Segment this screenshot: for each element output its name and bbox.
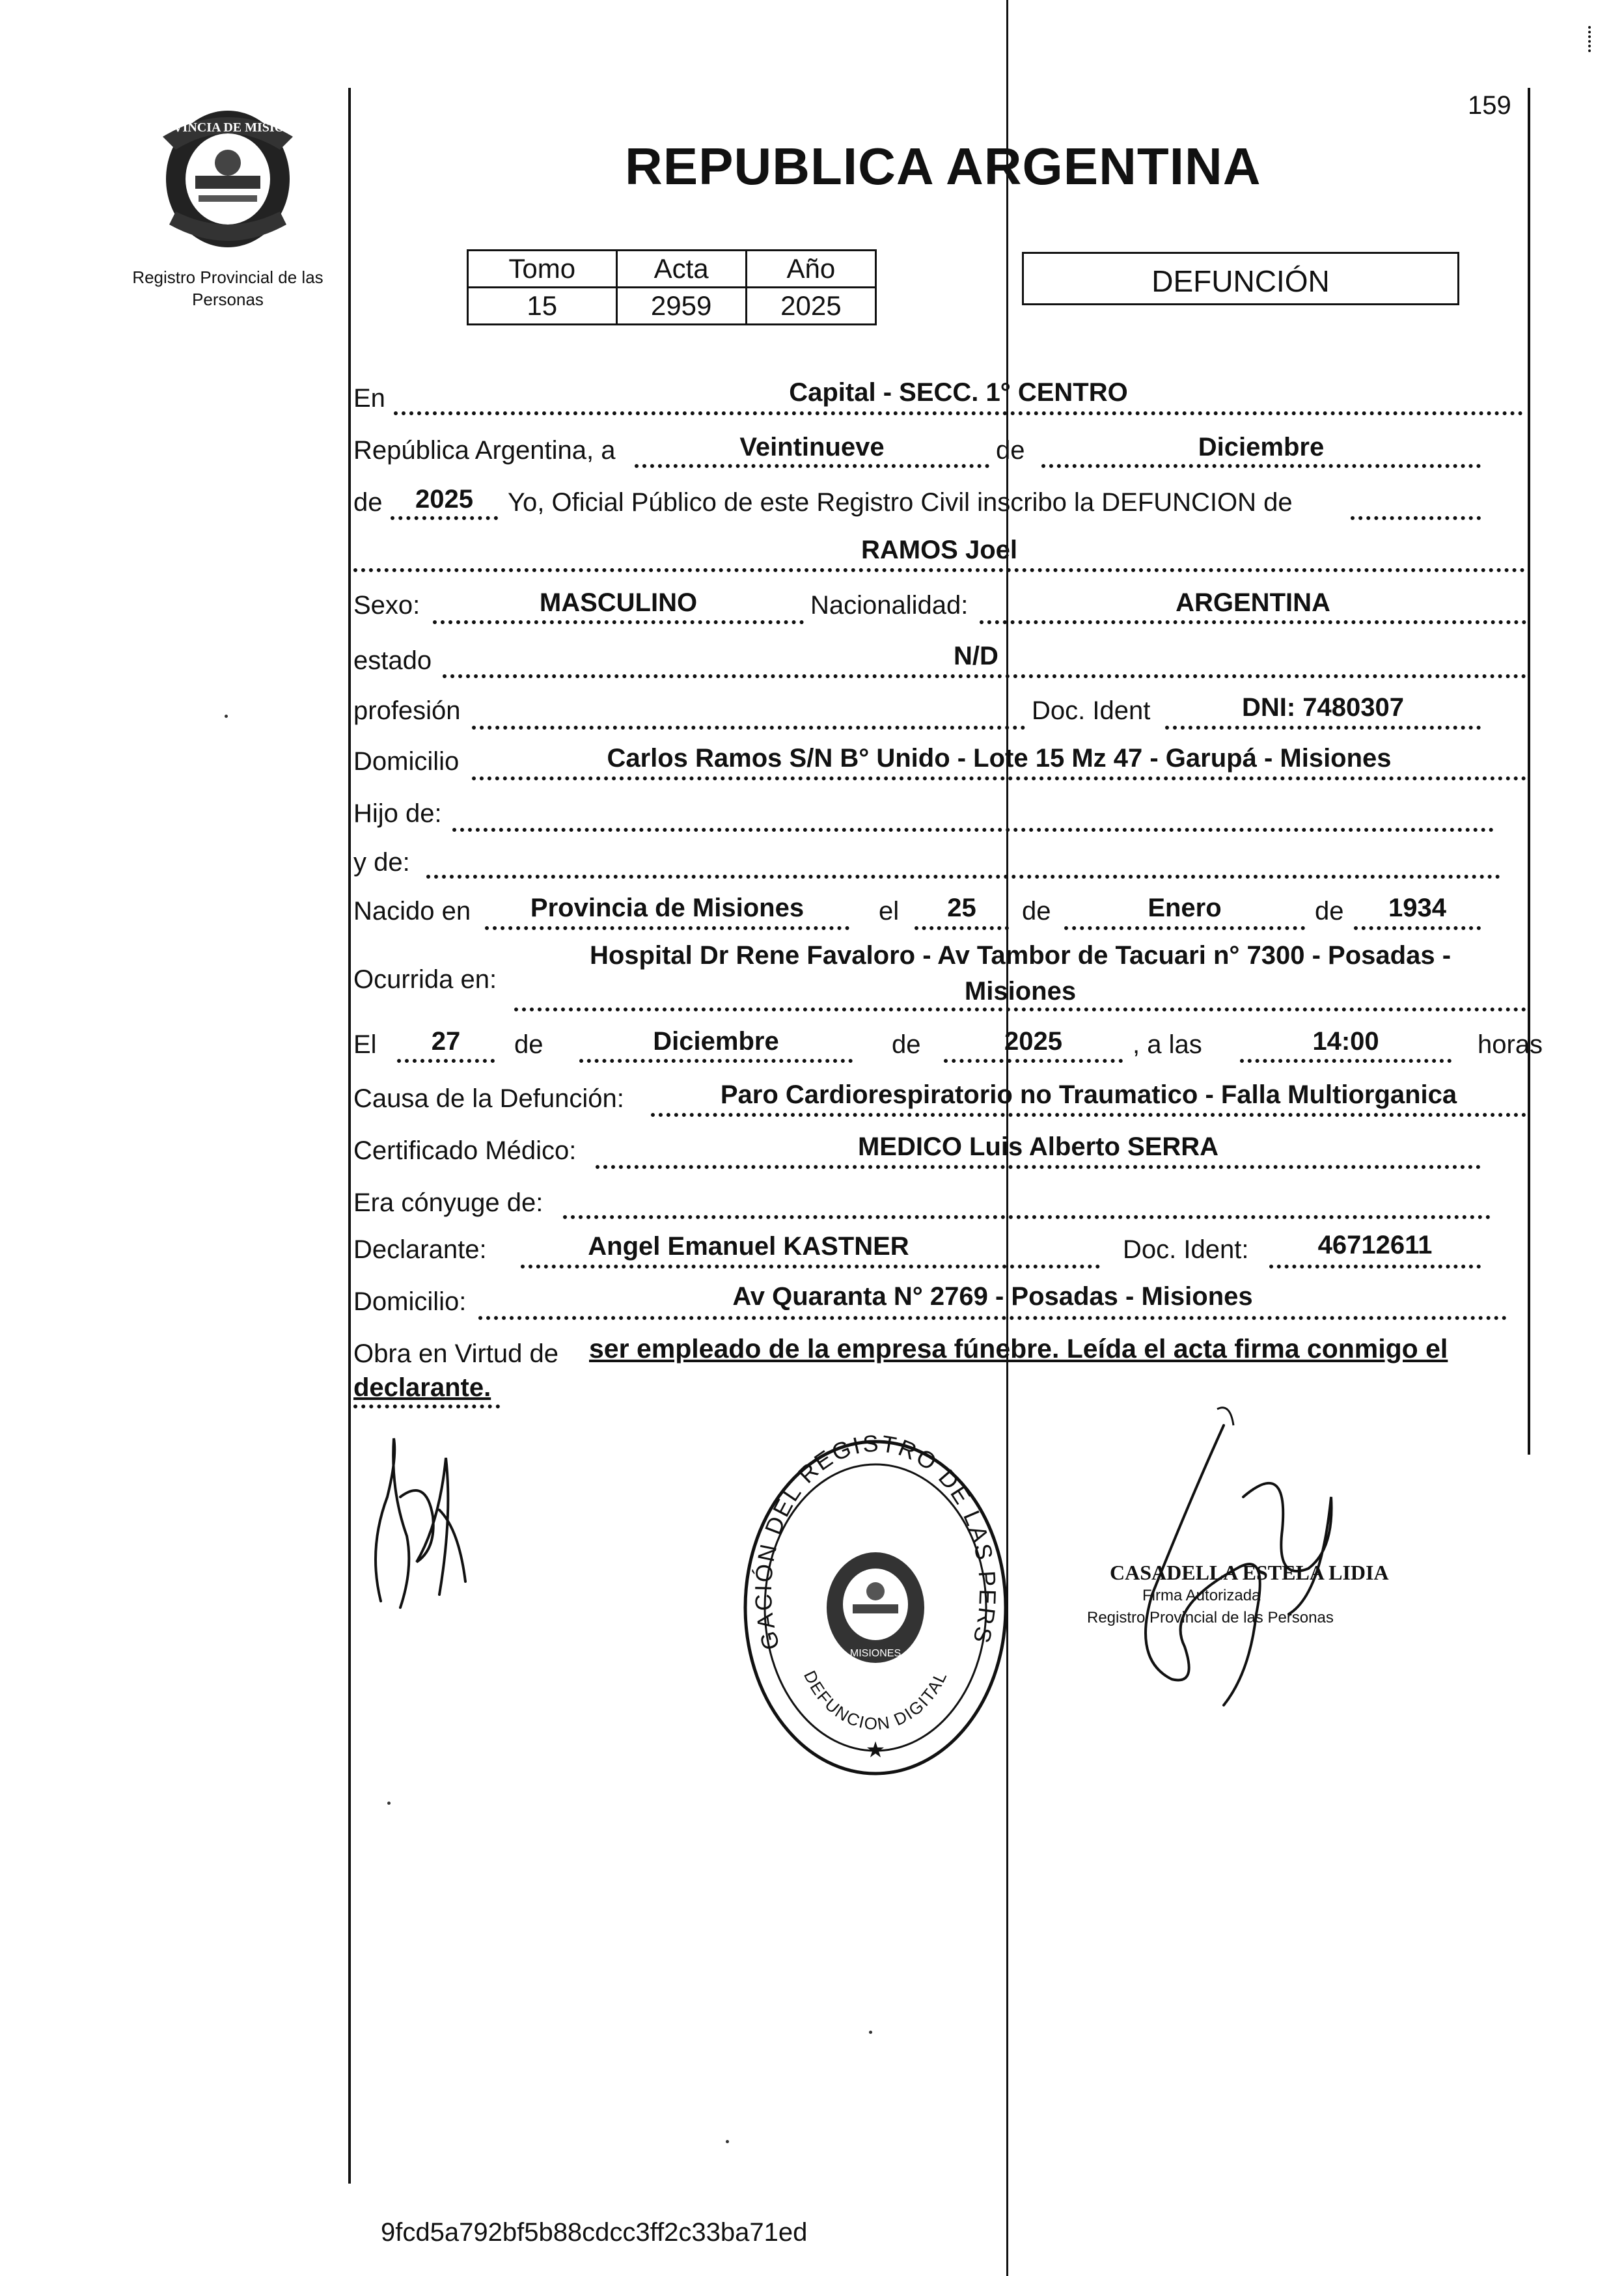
en-value: Capital - SECC. 1° CENTRO bbox=[789, 378, 1128, 407]
nacionalidad-underline bbox=[980, 620, 1526, 624]
decl-dom-label: Domicilio: bbox=[353, 1287, 467, 1316]
def-dia-value: 27 bbox=[431, 1027, 461, 1056]
dia-underline bbox=[635, 464, 989, 468]
causa-value: Paro Cardiorespiratorio no Traumatico - Falla Multiorganica bbox=[720, 1080, 1457, 1109]
nombre-underline bbox=[353, 568, 1525, 572]
profesion-label: profesión bbox=[353, 696, 461, 725]
certificado-label: Certificado Médico: bbox=[353, 1136, 577, 1165]
decl-doc-label: Doc. Ident: bbox=[1123, 1235, 1249, 1264]
table-header-tomo: Tomo bbox=[468, 251, 617, 288]
doc-ident-underline bbox=[1165, 726, 1481, 730]
nac-anio-underline bbox=[1354, 926, 1481, 930]
def-anio-value: 2025 bbox=[1004, 1027, 1062, 1056]
estado-label: estado bbox=[353, 646, 432, 675]
nacido-underline bbox=[485, 926, 849, 930]
doc-ident-label: Doc. Ident bbox=[1032, 696, 1151, 725]
ocurrida-value-line1: Hospital Dr Rene Favaloro - Av Tambor de Tacuari n° 7300 - Posadas - bbox=[589, 941, 1452, 970]
nac-mes-value: Enero bbox=[1148, 894, 1222, 922]
decl-dom-value: Av Quaranta N° 2769 - Posadas - Misiones bbox=[732, 1282, 1253, 1311]
seal-star-icon: ★ bbox=[865, 1738, 886, 1762]
domicilio-underline bbox=[472, 776, 1526, 780]
causa-underline bbox=[651, 1113, 1526, 1117]
obra-underline bbox=[353, 1405, 500, 1408]
ocurrida-underline bbox=[514, 1008, 1526, 1011]
speck bbox=[387, 1802, 391, 1805]
speck bbox=[726, 2140, 729, 2143]
nacionalidad-label: Nacionalidad: bbox=[810, 591, 969, 620]
conyuge-underline bbox=[563, 1215, 1491, 1219]
stamp-role: Firma Autorizada bbox=[1142, 1587, 1261, 1604]
table-header-row bbox=[468, 251, 876, 288]
nac-de1-label: de bbox=[1022, 897, 1051, 925]
decl-dom-underline bbox=[478, 1316, 1507, 1320]
el-label: el bbox=[879, 897, 900, 925]
estado-underline bbox=[443, 674, 1526, 678]
document-hash: 9fcd5a792bf5b88cdcc3ff2c33ba71ed bbox=[381, 2218, 808, 2247]
table-value-row bbox=[468, 288, 876, 325]
doc-ident-value: DNI: 7480307 bbox=[1241, 693, 1405, 722]
en-label: En bbox=[353, 384, 385, 413]
nac-anio-value: 1934 bbox=[1388, 894, 1446, 922]
official-seal bbox=[739, 1432, 1012, 1783]
horas-label: horas bbox=[1478, 1030, 1543, 1059]
speck bbox=[869, 2031, 872, 2034]
domicilio-value: Carlos Ramos S/N B° Unido - Lote 15 Mz 47 - Garupá - Misiones bbox=[607, 744, 1392, 773]
oficial-text: Yo, Oficial Público de este Registro Civil inscribo la DEFUNCION de bbox=[508, 488, 1293, 517]
republica-label: República Argentina, a bbox=[353, 436, 616, 465]
yde-underline bbox=[426, 875, 1500, 879]
alas-label: , a las bbox=[1133, 1030, 1202, 1059]
mes-underline bbox=[1041, 464, 1481, 468]
def-mes-value: Diciembre bbox=[653, 1027, 779, 1056]
dia-value: Veintinueve bbox=[739, 433, 885, 461]
nac-dia-value: 25 bbox=[947, 894, 976, 922]
nacido-value: Provincia de Misiones bbox=[530, 894, 805, 922]
yde-label: y de: bbox=[353, 848, 410, 877]
nac-mes-underline bbox=[1064, 926, 1305, 930]
tomo-acta-anio-table bbox=[467, 249, 877, 325]
tomo-value: 15 bbox=[468, 288, 617, 325]
svg-text:DEFUNCION DIGITAL bbox=[800, 1667, 951, 1734]
hijo-underline bbox=[452, 828, 1494, 832]
nac-de2-label: de bbox=[1315, 897, 1344, 925]
obra-value-line2: declarante. bbox=[353, 1373, 491, 1402]
sexo-value: MASCULINO bbox=[539, 588, 698, 617]
en-underline bbox=[394, 411, 1523, 415]
declarante-value: Angel Emanuel KASTNER bbox=[588, 1232, 909, 1261]
corner-mark bbox=[1588, 26, 1595, 52]
ocurrida-value-line2: Misiones bbox=[964, 977, 1077, 1006]
doc-type-label: DEFUNCIÓN bbox=[1151, 264, 1330, 298]
table-header-anio: Año bbox=[746, 251, 875, 288]
hora-underline bbox=[1240, 1059, 1452, 1063]
def-de2-label: de bbox=[892, 1030, 921, 1059]
declarante-label: Declarante: bbox=[353, 1235, 487, 1264]
seal-center-text: MISIONES bbox=[849, 1648, 901, 1659]
def-mes-underline bbox=[579, 1059, 853, 1063]
declarant-signature bbox=[361, 1419, 472, 1621]
decl-doc-underline bbox=[1269, 1265, 1481, 1268]
de-label: de bbox=[996, 436, 1025, 465]
el2-label: El bbox=[353, 1030, 377, 1059]
left-margin-line bbox=[348, 88, 351, 2184]
hijo-label: Hijo de: bbox=[353, 799, 442, 828]
nombre-value: RAMOS Joel bbox=[860, 536, 1018, 564]
profesion-underline bbox=[472, 726, 1025, 730]
obra-value-line1: ser empleado de la empresa fúnebre. Leída el acta firma conmigo el bbox=[589, 1334, 1448, 1364]
page-title: REPUBLICA ARGENTINA bbox=[625, 137, 1261, 195]
nac-dia-underline bbox=[915, 926, 1009, 930]
obra-label: Obra en Virtud de bbox=[353, 1339, 559, 1368]
page-number: 159 bbox=[1468, 91, 1511, 120]
logo-text: PROVINCIA DE MISIONES bbox=[150, 120, 306, 135]
domicilio-label: Domicilio bbox=[353, 747, 460, 776]
acta-value: 2959 bbox=[616, 288, 746, 325]
estado-value: N/D bbox=[954, 642, 998, 670]
right-margin-line bbox=[1528, 88, 1530, 1455]
misiones-logo bbox=[150, 98, 306, 254]
anio-value: 2025 bbox=[415, 485, 473, 514]
seal-outer-text: GACIÓN DEL REGISTRO DE LAS PERS bbox=[749, 1432, 1002, 1653]
def-dia-underline bbox=[397, 1059, 495, 1063]
oficial-underline bbox=[1351, 516, 1481, 520]
seal-inner-text: DEFUNCION DIGITAL bbox=[799, 1667, 951, 1734]
conyuge-label: Era cónyuge de: bbox=[353, 1188, 544, 1217]
mes-value: Diciembre bbox=[1198, 433, 1325, 461]
causa-label: Causa de la Defunción: bbox=[353, 1084, 624, 1113]
sexo-underline bbox=[433, 620, 804, 624]
nacionalidad-value: ARGENTINA bbox=[1176, 588, 1330, 617]
ocurrida-label: Ocurrida en: bbox=[353, 965, 497, 994]
speck bbox=[225, 715, 228, 718]
stamp-name: CASADELLA ESTELA LIDIA bbox=[1110, 1561, 1389, 1584]
table-header-acta: Acta bbox=[616, 251, 746, 288]
declarante-underline bbox=[521, 1265, 1100, 1268]
certificado-underline bbox=[596, 1165, 1481, 1169]
stamp-registry: Registro Provincial de las Personas bbox=[1087, 1609, 1334, 1626]
anio-label: de bbox=[353, 488, 383, 517]
certificado-value: MEDICO Luis Alberto SERRA bbox=[857, 1132, 1219, 1161]
def-de1-label: de bbox=[514, 1030, 544, 1059]
anio-value: 2025 bbox=[746, 288, 875, 325]
sexo-label: Sexo: bbox=[353, 591, 420, 620]
decl-doc-value: 46712611 bbox=[1317, 1231, 1433, 1259]
hora-value: 14:00 bbox=[1312, 1027, 1379, 1056]
def-anio-underline bbox=[944, 1059, 1123, 1063]
nacido-label: Nacido en bbox=[353, 897, 471, 925]
registry-name: Registro Provincial de las Personas bbox=[132, 267, 323, 309]
anio-underline bbox=[391, 516, 498, 520]
